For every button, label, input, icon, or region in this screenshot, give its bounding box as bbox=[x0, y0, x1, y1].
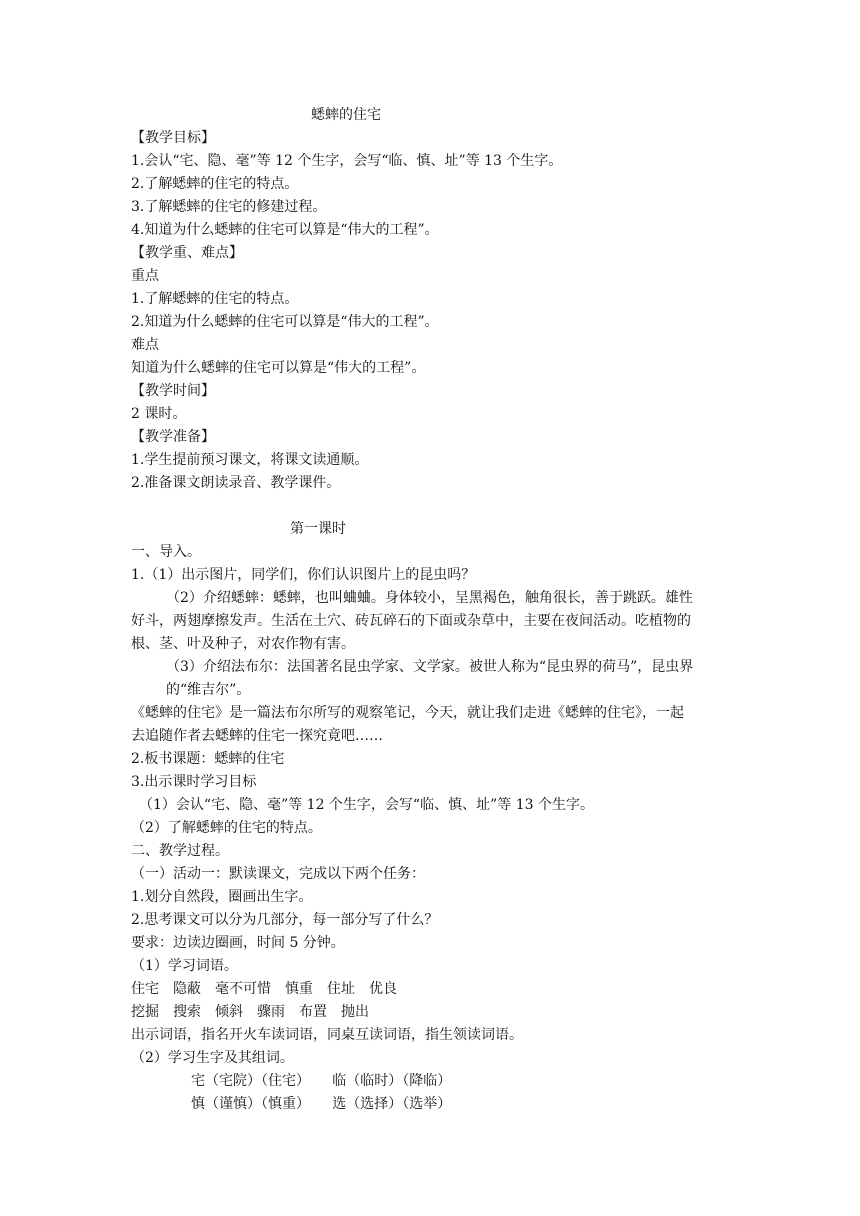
vocab-word: 搜索 bbox=[173, 1004, 201, 1020]
goals-heading: 【教学目标】 bbox=[131, 130, 215, 146]
paragraph-line: 根、茎、叶及种子，对农作物有害。 bbox=[131, 636, 355, 652]
key-point: 1.了解蟋蟀的住宅的特点。 bbox=[131, 291, 299, 307]
vocab-word: 挖掘 bbox=[131, 1004, 159, 1020]
vocab-word: 隐蔽 bbox=[173, 981, 201, 997]
time-heading: 【教学时间】 bbox=[131, 383, 215, 399]
paragraph-line: 去追随作者去蟋蟀的住宅一探究竟吧…… bbox=[131, 728, 383, 744]
key-heading: 【教学重、难点】 bbox=[131, 245, 243, 261]
vocab-heading: （1）学习词语。 bbox=[131, 958, 238, 974]
time-value: 2 课时。 bbox=[131, 406, 187, 422]
key-label: 重点 bbox=[131, 268, 159, 284]
vocab-word: 毫不可惜 bbox=[215, 981, 271, 997]
paragraph-line: 2.思考课文可以分为几部分，每一部分写了什么？ bbox=[131, 912, 439, 928]
paragraph-line: 出示词语，指名开火车读词语，同桌互读词语，指生领读词语。 bbox=[131, 1027, 523, 1043]
vocab-word: 倾斜 bbox=[215, 1004, 243, 1020]
lesson-title: 第一课时 bbox=[290, 521, 346, 537]
chars-row: 宅（宅院）（住宅） 临（临时）（降临） bbox=[191, 1073, 452, 1089]
paragraph-line: 的“维吉尔”。 bbox=[166, 682, 251, 698]
vocab-word: 住址 bbox=[327, 981, 355, 997]
paragraph-line: 好斗，两翅摩擦发声。生活在土穴、砖瓦碎石的下面或杂草中，主要在夜间活动。吃植物的 bbox=[131, 613, 691, 629]
difficulty-label: 难点 bbox=[131, 337, 159, 353]
paragraph-line: （1）会认“宅、隐、毫”等 12 个生字，会写“临、慎、址”等 13 个生字。 bbox=[139, 797, 594, 813]
goal-item: 4.知道为什么蟋蟀的住宅可以算是“伟大的工程”。 bbox=[131, 222, 439, 238]
goal-item: 1.会认“宅、隐、毫”等 12 个生字，会写“临、慎、址”等 13 个生字。 bbox=[131, 153, 563, 169]
paragraph-line: （2）了解蟋蟀的住宅的特点。 bbox=[131, 820, 322, 836]
vocab-word: 住宅 bbox=[131, 981, 159, 997]
paragraph-line: （2）介绍蟋蟀：蟋蟀，也叫蛐蛐。身体较小，呈黑褐色，触角很长，善于跳跃。雄性 bbox=[166, 590, 693, 606]
paragraph-line: （3）介绍法布尔：法国著名昆虫学家、文学家。被世人称为“昆虫界的荷马”，昆虫界 bbox=[166, 659, 694, 675]
paragraph-line: 《蟋蟀的住宅》是一篇法布尔所写的观察笔记，今天，就让我们走进《蟋蟀的住宅》，一起 bbox=[131, 705, 684, 721]
key-point: 2.知道为什么蟋蟀的住宅可以算是“伟大的工程”。 bbox=[131, 314, 439, 330]
chars-row: 慎（谨慎）（慎重） 选（选择）（选举） bbox=[191, 1096, 452, 1112]
goal-item: 3.了解蟋蟀的住宅的修建过程。 bbox=[131, 199, 327, 215]
vocab-row bbox=[131, 1001, 383, 1023]
vocab-word: 优良 bbox=[369, 981, 397, 997]
chars-heading: （2）学习生字及其组词。 bbox=[131, 1050, 294, 1066]
difficulty-point: 知道为什么蟋蟀的住宅可以算是“伟大的工程”。 bbox=[131, 360, 426, 376]
section-heading: 二、教学过程。 bbox=[131, 843, 229, 859]
paragraph-line: （一）活动一：默读课文，完成以下两个任务： bbox=[131, 866, 425, 882]
section-heading: 一、导入。 bbox=[131, 544, 201, 560]
paragraph-line: 要求：边读边圈画，时间 5 分钟。 bbox=[131, 935, 345, 951]
vocab-word: 骤雨 bbox=[257, 1004, 285, 1020]
paragraph-line: 2.板书课题：蟋蟀的住宅 bbox=[131, 751, 285, 767]
vocab-word: 抛出 bbox=[341, 1004, 369, 1020]
vocab-word: 慎重 bbox=[285, 981, 313, 997]
paragraph-line: 1.划分自然段，圈画出生字。 bbox=[131, 889, 313, 905]
doc-title: 蟋蟀的住宅 bbox=[311, 107, 381, 123]
goal-item: 2.了解蟋蟀的住宅的特点。 bbox=[131, 176, 299, 192]
paragraph-line: 3.出示课时学习目标 bbox=[131, 774, 257, 790]
prep-item: 2.准备课文朗读录音、教学课件。 bbox=[131, 475, 341, 491]
vocab-word: 布置 bbox=[299, 1004, 327, 1020]
prep-heading: 【教学准备】 bbox=[131, 429, 215, 445]
paragraph-line: 1.（1）出示图片，同学们，你们认识图片上的昆虫吗？ bbox=[131, 567, 476, 583]
vocab-row bbox=[131, 978, 411, 1000]
prep-item: 1.学生提前预习课文，将课文读通顺。 bbox=[131, 452, 369, 468]
